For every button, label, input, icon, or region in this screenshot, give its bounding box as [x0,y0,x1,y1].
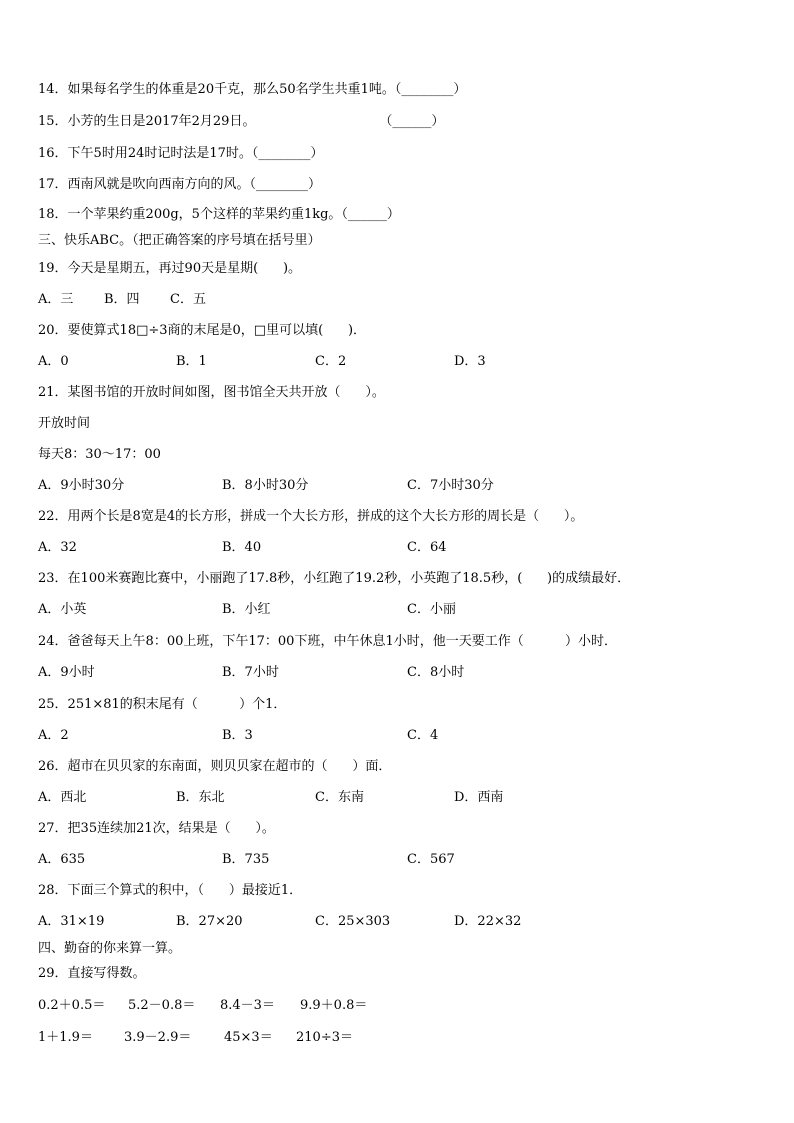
question-24: 24．爸爸每天上午8：00上班，下午17：00下班，中午休息1小时，他一天要工作（ ）小时． [38,634,618,649]
q25-option-b: B．3 [222,728,253,743]
q28-option-c: C．25×303 [315,914,391,929]
q27-option-a: A．635 [38,852,86,867]
q24-option-c: C．8小时 [407,665,465,680]
question-18: 18．一个苹果约重200g，5个这样的苹果约重1kg。（______） [38,207,400,222]
q19-option-b: B．四 [104,292,140,307]
calc-item: 3.9－2.9＝ [124,1030,192,1045]
calc-item: 45×3＝ [224,1030,273,1045]
q26-option-a: A．西北 [38,790,87,805]
q21-option-b: B．8小时30分 [222,478,309,493]
q19-option-c: C．五 [170,292,206,307]
question-28: 28．下面三个算式的积中，（ ）最接近1． [38,883,303,898]
q21-table-hours: 每天8：30～17：00 [38,447,161,462]
q28-option-d: D．22×32 [454,914,522,929]
q23-option-a: A．小英 [38,602,87,617]
calc-item: 0.2＋0.5＝ [38,998,106,1013]
calc-item: 5.2－0.8＝ [128,998,196,1013]
calc-item: 8.4－3＝ [220,998,275,1013]
question-19: 19．今天是星期五，再过90天是星期( )。 [38,261,302,276]
calc-item: 210÷3＝ [296,1030,353,1045]
question-25: 25．251×81的积末尾有（ ）个1． [38,697,287,712]
calc-item: 1＋1.9＝ [38,1030,93,1045]
q20-option-d: D．3 [454,354,486,369]
q21-table-title: 开放时间 [38,416,91,431]
question-22: 22．用两个长是8宽是4的长方形，拼成一个大长方形，拼成的这个大长方形的周长是（ ）。 [38,509,584,524]
q22-option-c: C．64 [407,540,447,555]
question-27: 27．把35连续加21次，结果是（ ）。 [38,821,275,836]
q19-option-a: A．三 [38,292,74,307]
q26-option-d: D．西南 [454,790,504,805]
calc-item: 9.9＋0.8＝ [300,998,368,1013]
section-3-title: 三、快乐ABC。（把正确答案的序号填在括号里） [38,233,321,248]
q28-option-b: B．27×20 [176,914,243,929]
question-29: 29．直接写得数。 [38,966,146,981]
q26-option-b: B．东北 [176,790,225,805]
q24-option-a: A．9小时 [38,665,95,680]
q20-option-b: B．1 [176,354,207,369]
q22-option-b: B．40 [222,540,262,555]
question-26: 26．超市在贝贝家的东南面，则贝贝家在超市的（ ）面． [38,759,392,774]
question-23: 23．在100米赛跑比赛中，小丽跑了17.8秒，小红跑了19.2秒，小英跑了18.5秒，( )的成绩最好． [38,571,631,586]
question-16: 16．下午5时用24时记时法是17时。（________） [38,146,324,161]
q28-option-a: A．31×19 [38,914,105,929]
question-15: 15．小芳的生日是2017年2月29日。 （______） [38,114,445,129]
q23-option-c: C．小丽 [407,602,456,617]
question-20: 20．要使算式18□÷3商的末尾是0，□里可以填( )． [38,323,367,338]
section-4-title: 四、勤奋的你来算一算。 [38,941,182,956]
question-14: 14．如果每名学生的体重是20千克，那么50名学生共重1吨。（________） [38,82,467,97]
question-21: 21．某图书馆的开放时间如图，图书馆全天共开放（ ）。 [38,385,385,400]
q23-option-b: B．小红 [222,602,271,617]
question-17: 17．西南风就是吹向西南方向的风。（________） [38,177,322,192]
q27-option-c: C．567 [407,852,455,867]
q21-option-a: A．9小时30分 [38,478,125,493]
q22-option-a: A．32 [38,540,77,555]
q27-option-b: B．735 [222,852,270,867]
q26-option-c: C．东南 [315,790,364,805]
q21-option-c: C．7小时30分 [407,478,494,493]
q25-option-c: C．4 [407,728,439,743]
q20-option-a: A．0 [38,354,69,369]
q25-option-a: A．2 [38,728,69,743]
q20-option-c: C．2 [315,354,347,369]
q24-option-b: B．7小时 [222,665,279,680]
